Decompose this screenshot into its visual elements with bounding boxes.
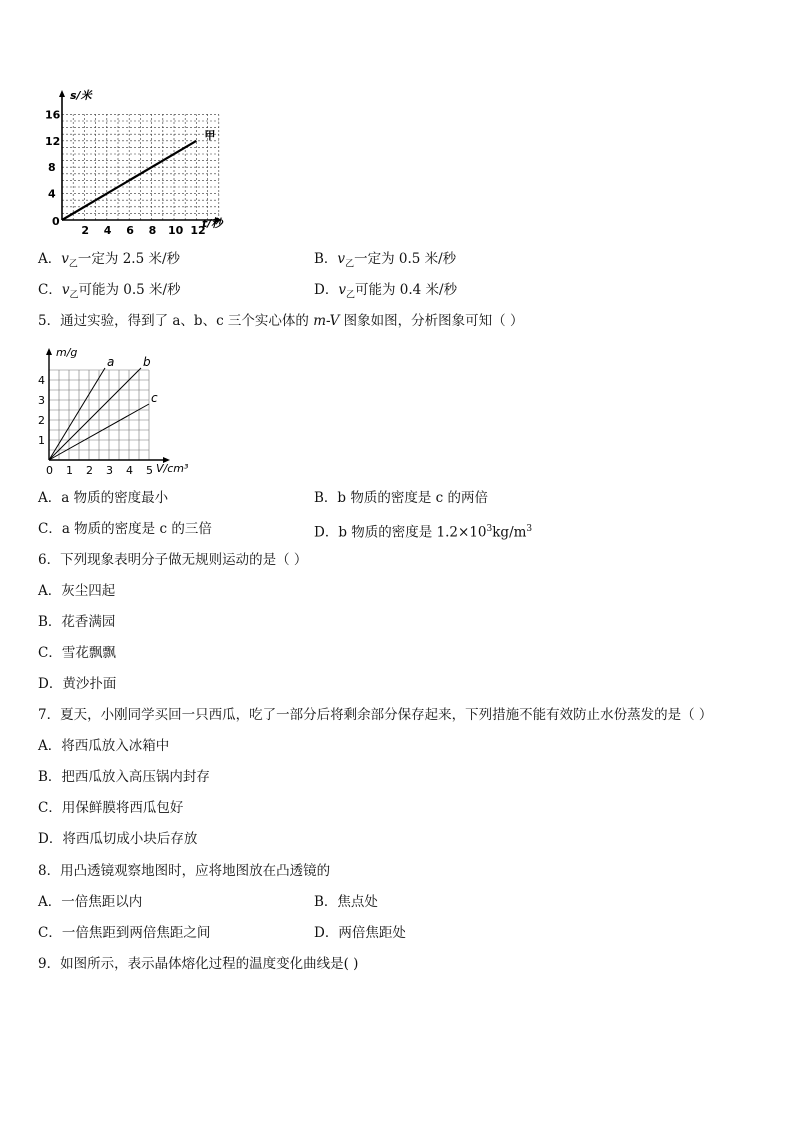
q5-option-c: C．a 物质的密度是 c 的三倍 bbox=[38, 521, 212, 537]
x-tick-label: 12 bbox=[190, 224, 206, 234]
q8-question: 8．用凸透镜观察地图时，应将地图放在凸透镜的 bbox=[38, 863, 331, 879]
q6-option-a: A．灰尘四起 bbox=[38, 583, 116, 599]
q7-option-d: D．将西瓜切成小块后存放 bbox=[38, 831, 198, 847]
m-v-grid bbox=[49, 370, 149, 460]
y-tick-label: 8 bbox=[48, 161, 56, 175]
s-t-graph bbox=[40, 84, 240, 234]
x-tick-label: 2 bbox=[86, 464, 93, 476]
q7-option-a: A．将西瓜放入冰箱中 bbox=[38, 738, 170, 754]
y-tick-label: 3 bbox=[38, 394, 45, 407]
s-t-y-label: s/米 bbox=[70, 89, 92, 102]
q7-option-c: C．用保鲜膜将西瓜包好 bbox=[38, 800, 184, 816]
series-a-line bbox=[49, 368, 105, 460]
q7-question: 7．夏天，小刚同学买回一只西瓜，吃了一部分后将剩余部分保存起来，下列措施不能有效防止水份蒸发的是（ ） bbox=[38, 707, 713, 723]
q5-question: 5．通过实验，得到了 a、b、c 三个实心体的 m-V 图象如图，分析图象可知（ ） bbox=[38, 313, 524, 329]
q7-option-b: B．把西瓜放入高压锅内封存 bbox=[38, 769, 210, 785]
y-tick-label: 4 bbox=[48, 187, 56, 201]
q8-option-a: A．一倍焦距以内 bbox=[38, 894, 143, 910]
series-b-line bbox=[49, 368, 141, 460]
q4-option-d: D．$v_乙$可能为 0.4 米/秒 bbox=[314, 282, 458, 301]
q6-option-d: D．黄沙扑面 bbox=[38, 676, 117, 692]
y-tick-label: 16 bbox=[45, 108, 61, 122]
y-tick-label: 1 bbox=[38, 434, 45, 447]
q8-option-b: B．焦点处 bbox=[314, 894, 378, 910]
m-v-graph bbox=[34, 342, 204, 476]
x-tick-label: 4 bbox=[103, 224, 112, 234]
x-tick-label: 0 bbox=[46, 464, 53, 476]
y-tick-label: 2 bbox=[38, 414, 45, 427]
q4-option-a: A．$v_乙$一定为 2.5 米/秒 bbox=[38, 251, 181, 270]
y-tick-label: 12 bbox=[45, 134, 61, 148]
s-t-x-label: t/秒 bbox=[202, 217, 223, 230]
x-tick-label: 5 bbox=[146, 464, 153, 476]
q6-question: 6．下列现象表明分子做无规则运动的是（ ） bbox=[38, 552, 308, 568]
x-tick-label: 4 bbox=[126, 464, 133, 476]
x-tick-label: 10 bbox=[168, 224, 184, 234]
x-tick-label: 6 bbox=[126, 224, 134, 234]
q5-option-d: D．b 物质的密度是 $1.2\times 10^3kg/m^3$ bbox=[314, 524, 533, 541]
series-c-label: c bbox=[151, 391, 158, 405]
series-b-label: b bbox=[143, 355, 151, 369]
q9-question: 9．如图所示，表示晶体熔化过程的温度变化曲线是( ) bbox=[38, 956, 359, 972]
q8-option-d: D．两倍焦距处 bbox=[314, 925, 406, 941]
q5-option-b: B．b 物质的密度是 c 的两倍 bbox=[314, 490, 488, 506]
x-tick-label: 1 bbox=[66, 464, 73, 476]
s-t-grid bbox=[62, 114, 219, 220]
q4-option-b: B．$v_乙$一定为 0.5 米/秒 bbox=[314, 251, 457, 270]
x-tick-label: 2 bbox=[81, 224, 90, 234]
m-v-y-arrow bbox=[46, 348, 52, 355]
x-tick-label: 8 bbox=[148, 224, 157, 234]
q6-option-b: B．花香满园 bbox=[38, 614, 116, 630]
y-tick-label: 4 bbox=[38, 374, 45, 387]
s-t-y-arrow bbox=[59, 90, 65, 97]
q8-option-c: C．一倍焦距到两倍焦距之间 bbox=[38, 925, 211, 941]
series-a-label: a bbox=[107, 355, 115, 369]
x-tick-label: 0 bbox=[52, 215, 60, 228]
m-v-y-label: m/g bbox=[56, 346, 78, 359]
x-tick-label: 3 bbox=[106, 464, 113, 476]
m-v-x-label: V/cm³ bbox=[156, 462, 189, 475]
q4-option-c: C．$v_乙$可能为 0.5 米/秒 bbox=[38, 282, 181, 301]
q6-option-c: C．雪花飘飘 bbox=[38, 645, 116, 661]
q5-option-a: A．a 物质的密度最小 bbox=[38, 490, 169, 506]
series-jia-label: 甲 bbox=[204, 128, 216, 142]
